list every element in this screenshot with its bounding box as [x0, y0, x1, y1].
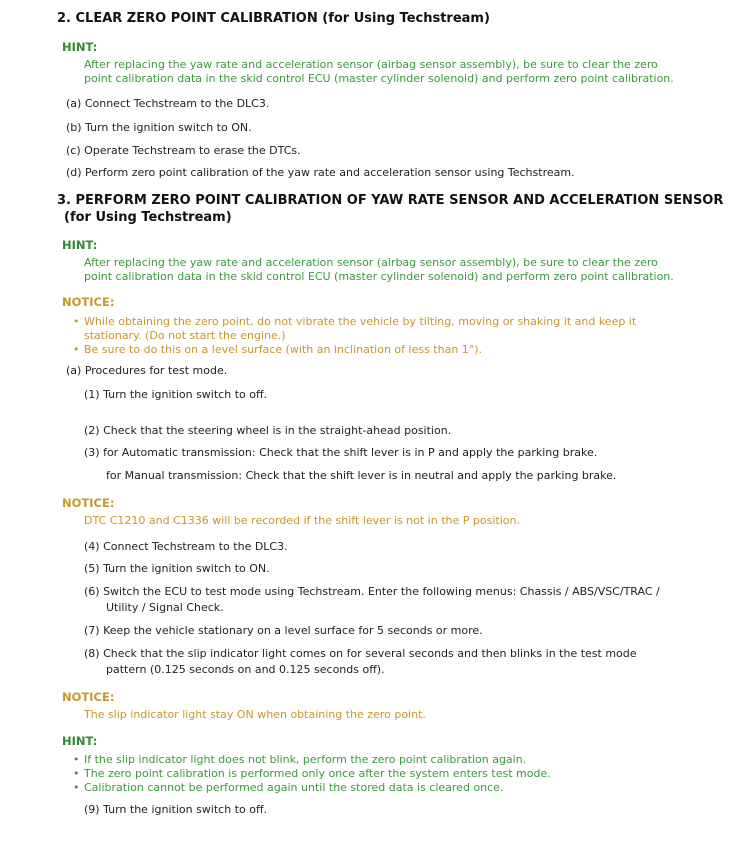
substep-2: (2) Check that the steering wheel is in the straight-ahead position.	[84, 424, 452, 437]
substep-4: (4) Connect Techstream to the DLC3.	[84, 540, 288, 553]
bullet-icon: •	[73, 343, 80, 356]
notice-bullet-cont: stationary. (Do not start the engine.)	[84, 329, 286, 342]
substep-5: (5) Turn the ignition switch to ON.	[84, 562, 270, 575]
hint-bullet: • The zero point calibration is performed only once after the system enters test mode.	[73, 767, 551, 780]
hint-text-line: point calibration data in the skid control ECU (master cylinder solenoid) and perform zero point calibration.	[84, 270, 674, 283]
hint-bullet: • If the slip indicator light does not blink, perform the zero point calibration again.	[73, 753, 527, 766]
hint-text-line: After replacing the yaw rate and acceleration sensor (airbag sensor assembly), be sure to clear the zero	[84, 58, 658, 71]
bullet-icon: •	[73, 781, 80, 794]
hint-text-line: After replacing the yaw rate and acceleration sensor (airbag sensor assembly), be sure to clear the zero	[84, 256, 658, 269]
notice-bullet: • Be sure to do this on a level surface (with an inclination of less than 1°).	[73, 343, 483, 356]
section-2-heading: 2. CLEAR ZERO POINT CALIBRATION (for Using Techstream)	[57, 11, 490, 26]
substep-9: (9) Turn the ignition switch to off.	[84, 803, 268, 816]
step-a: (a) Connect Techstream to the DLC3.	[66, 97, 270, 110]
substep-3: (3) for Automatic transmission: Check that the shift lever is in P and apply the parking brake.	[84, 446, 598, 459]
substep-1: (1) Turn the ignition switch to off.	[84, 388, 268, 401]
bullet-icon: •	[73, 315, 80, 328]
substep-6: (6) Switch the ECU to test mode using Techstream. Enter the following menus: Chassis / ABS/VSC/TRAC /	[84, 585, 660, 598]
notice-text: The slip indicator light stay ON when obtaining the zero point.	[84, 708, 426, 721]
hint-label: HINT:	[62, 238, 98, 252]
bullet-icon: •	[73, 767, 80, 780]
notice-label: NOTICE:	[62, 496, 115, 510]
step-c: (c) Operate Techstream to erase the DTCs.	[66, 144, 301, 157]
substep-8: (8) Check that the slip indicator light comes on for several seconds and then blinks in the test mode	[84, 647, 637, 660]
substep-3-manual: for Manual transmission: Check that the shift lever is in neutral and apply the parking brake.	[106, 469, 617, 482]
step-d: (d) Perform zero point calibration of the yaw rate and acceleration sensor using Techstream.	[66, 166, 575, 179]
hint-label: HINT:	[62, 734, 98, 748]
section-3-heading-sub: (for Using Techstream)	[64, 210, 232, 225]
notice-bullet: • While obtaining the zero point, do not vibrate the vehicle by tilting, moving or shaking it and keep it	[73, 315, 637, 328]
step-b: (b) Turn the ignition switch to ON.	[66, 121, 252, 134]
notice-label: NOTICE:	[62, 295, 115, 309]
section-3-heading: 3. PERFORM ZERO POINT CALIBRATION OF YAW RATE SENSOR AND ACCELERATION SENSOR	[57, 193, 724, 208]
hint-bullet: • Calibration cannot be performed again until the stored data is cleared once.	[73, 781, 504, 794]
substep-6-cont: Utility / Signal Check.	[106, 601, 224, 614]
notice-label: NOTICE:	[62, 690, 115, 704]
substep-8-cont: pattern (0.125 seconds on and 0.125 seconds off).	[106, 663, 385, 676]
bullet-icon: •	[73, 753, 80, 766]
hint-label: HINT:	[62, 40, 98, 54]
step-a-procedures: (a) Procedures for test mode.	[66, 364, 228, 377]
substep-7: (7) Keep the vehicle stationary on a level surface for 5 seconds or more.	[84, 624, 483, 637]
hint-text-line: point calibration data in the skid control ECU (master cylinder solenoid) and perform zero point calibration.	[84, 72, 674, 85]
notice-text: DTC C1210 and C1336 will be recorded if the shift lever is not in the P position.	[84, 514, 520, 527]
